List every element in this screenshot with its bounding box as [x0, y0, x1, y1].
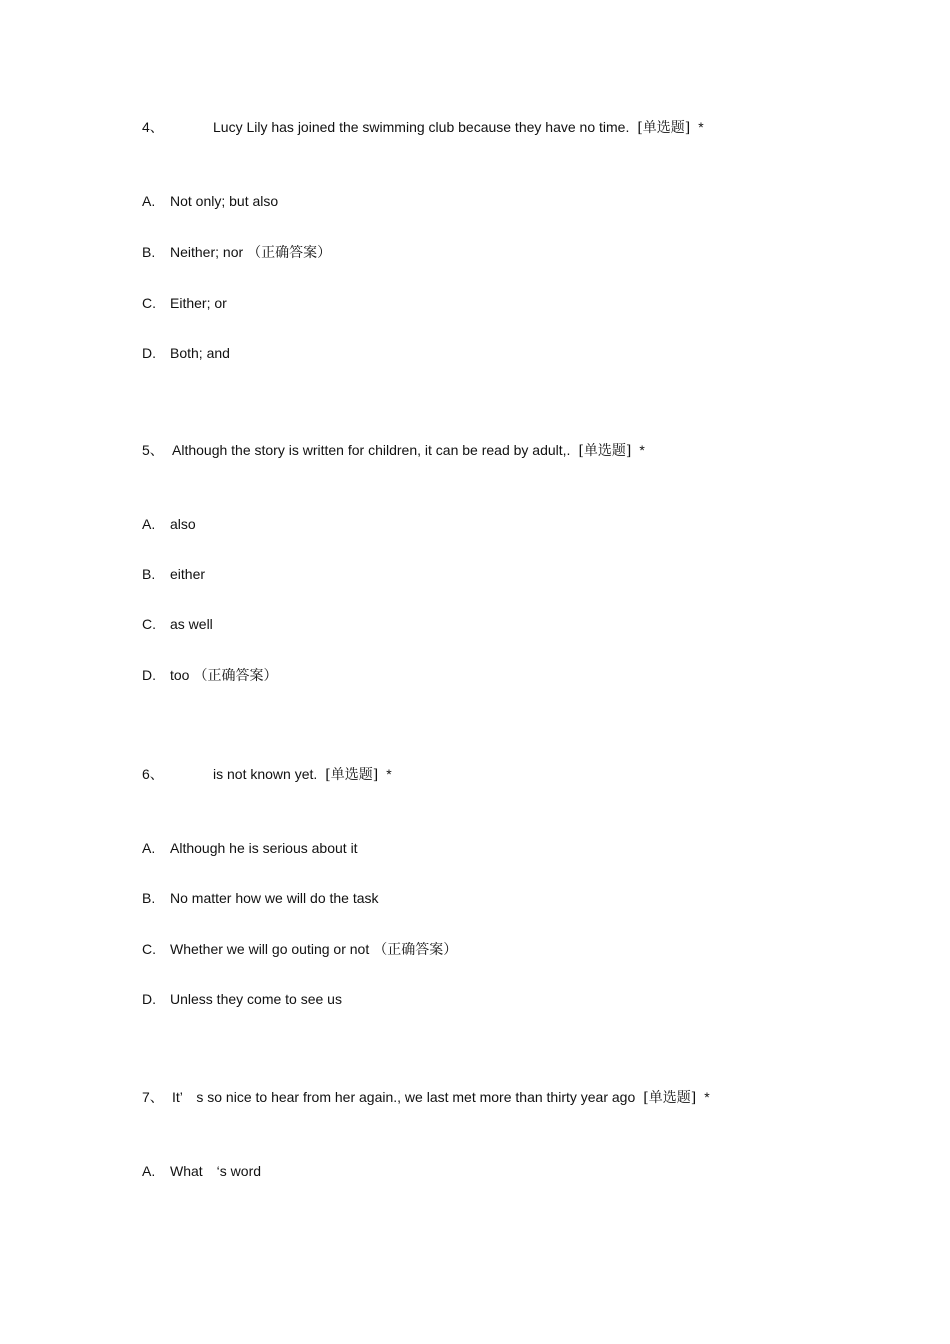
option-4d [142, 344, 230, 362]
option-letter: A. [142, 840, 156, 856]
option-4a [142, 192, 278, 210]
question-number: 4、 [142, 119, 164, 135]
option-text: Whether we will go outing or not [170, 941, 370, 957]
required-marker: * [704, 1089, 710, 1105]
question-7 [142, 1088, 710, 1107]
option-text: also [170, 516, 196, 532]
option-letter: A. [142, 193, 156, 209]
option-letter: D. [142, 667, 156, 683]
question-type-tag: [单选题] [325, 767, 379, 783]
question-number: 6、 [142, 766, 164, 782]
correct-answer-note: （正确答案） [373, 942, 458, 958]
question-text: It’ s so nice to hear from her again., we last met more than thirty year ago [172, 1089, 636, 1105]
required-marker: * [698, 119, 704, 135]
question-number: 7、 [142, 1089, 164, 1105]
question-text: Lucy Lily has joined the swimming club because they have no time. [213, 119, 630, 135]
correct-answer-note: （正确答案） [247, 245, 332, 261]
option-text: Not only; but also [170, 193, 279, 209]
option-6c [142, 940, 457, 959]
question-text: Although the story is written for children, it can be read by adult,. [172, 442, 571, 458]
option-text: What ‘s word [170, 1163, 262, 1179]
option-text: Either; or [170, 295, 227, 311]
required-marker: * [639, 442, 645, 458]
option-5a [142, 515, 196, 533]
option-text: Neither; nor [170, 244, 244, 260]
option-6b [142, 889, 379, 907]
option-text: Both; and [170, 345, 230, 361]
option-4c [142, 294, 227, 312]
option-6a [142, 839, 358, 857]
option-letter: B. [142, 890, 156, 906]
question-6 [142, 765, 392, 784]
option-6d [142, 990, 342, 1008]
question-5 [142, 441, 645, 460]
option-letter: C. [142, 295, 156, 311]
option-text: Although he is serious about it [170, 840, 358, 856]
option-4b [142, 243, 331, 262]
option-5d [142, 666, 277, 685]
option-letter: A. [142, 1163, 156, 1179]
option-text: as well [170, 616, 213, 632]
required-marker: * [386, 766, 392, 782]
correct-answer-note: （正确答案） [193, 668, 278, 684]
option-text: either [170, 566, 206, 582]
question-number: 5、 [142, 442, 164, 458]
question-type-tag: [单选题] [578, 443, 632, 459]
option-5c [142, 615, 213, 633]
question-type-tag: [单选题] [643, 1090, 697, 1106]
option-text: No matter how we will do the task [170, 890, 379, 906]
question-type-tag: [单选题] [637, 120, 691, 136]
question-4 [142, 118, 704, 137]
question-text: is not known yet. [213, 766, 318, 782]
option-text: too [170, 667, 190, 683]
option-7a [142, 1162, 261, 1180]
option-text: Unless they come to see us [170, 991, 342, 1007]
option-5b [142, 565, 205, 583]
option-letter: A. [142, 516, 156, 532]
option-letter: C. [142, 616, 156, 632]
option-letter: B. [142, 244, 156, 260]
option-letter: C. [142, 941, 156, 957]
option-letter: B. [142, 566, 156, 582]
option-letter: D. [142, 991, 156, 1007]
option-letter: D. [142, 345, 156, 361]
